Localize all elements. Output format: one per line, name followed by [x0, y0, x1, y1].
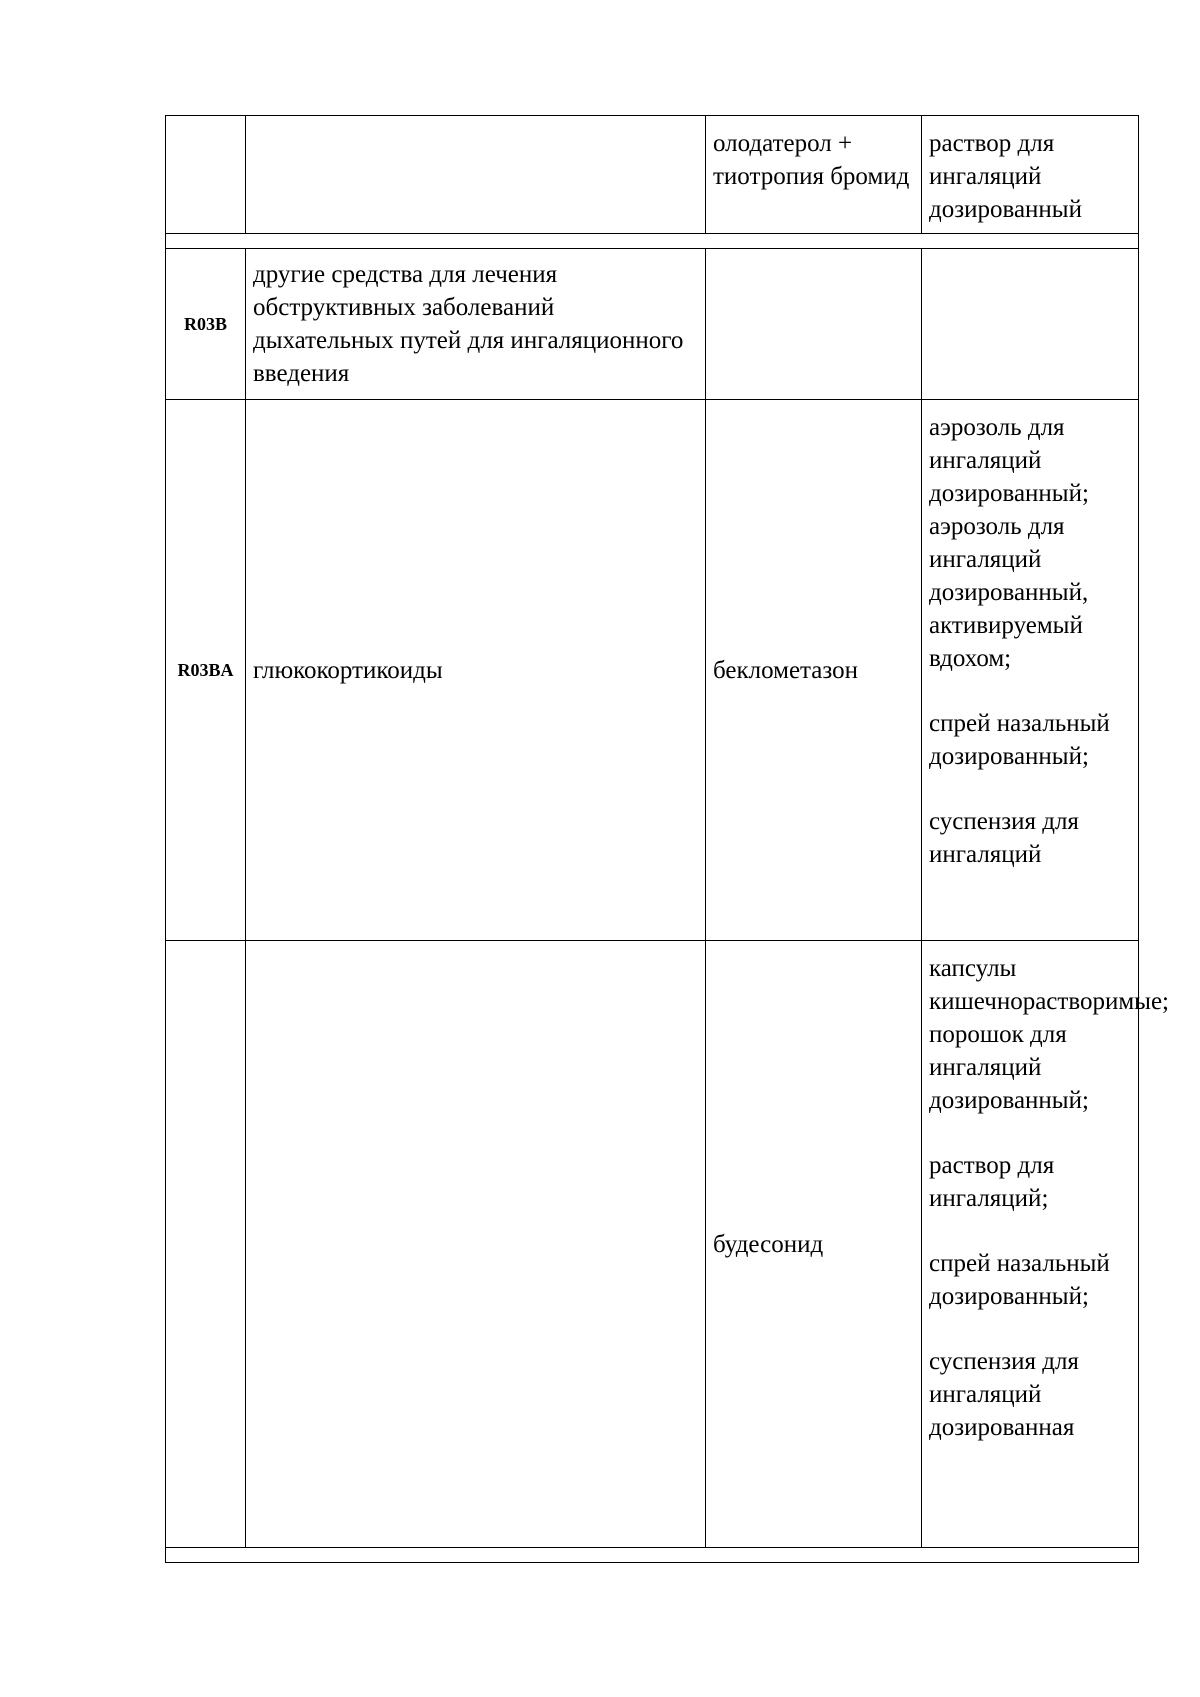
dosage-form-text: аэрозоль для ингаляций дозированный;: [929, 414, 1089, 507]
dosage-form-group: [929, 411, 1131, 675]
pharmacological-group-cell: [246, 941, 706, 1548]
drug-name-cell: олодатерол + тиотропия бромид: [706, 116, 922, 234]
dosage-form-group: [929, 1149, 1131, 1215]
table-row: [166, 249, 1139, 400]
table-spacer-row: [166, 1548, 1139, 1563]
atc-code-cell: R03BA: [166, 400, 246, 941]
dosage-form-group: [929, 707, 1131, 773]
dosage-form-text: капсулы кишечнорастворимые;: [929, 955, 1169, 1015]
dosage-form-text: аэрозоль для ингаляций дозированный, активируемый вдохом;: [929, 513, 1089, 672]
dosage-form-cell: [922, 941, 1169, 1548]
dosage-form-text: раствор для ингаляций дозированный: [929, 130, 1082, 223]
dosage-form-text: спрей назальный дозированный;: [929, 1250, 1110, 1310]
drug-name-cell: беклометазон: [706, 400, 922, 941]
spacer-cell: [166, 1548, 1139, 1563]
drug-name-cell: будесонид: [706, 941, 922, 1548]
table-row: [166, 400, 1139, 941]
dosage-form-group: [929, 1247, 1131, 1313]
dosage-form-cell: [922, 249, 1139, 400]
dosage-form-group: [929, 1345, 1131, 1444]
atc-code-cell: [166, 116, 246, 234]
table-row: [166, 116, 1139, 234]
dosage-form-text: суспензия для ингаляций: [929, 808, 1079, 868]
dosage-form-cell: [922, 116, 1139, 234]
pharmacological-group-cell: [246, 116, 706, 234]
dosage-form-group: [929, 952, 1169, 1117]
atc-code-cell: R03B: [166, 249, 246, 400]
drug-name-cell: [706, 249, 922, 400]
dosage-form-cell: [922, 400, 1139, 941]
pharmacological-group-cell: другие средства для лечения обструктивных заболеваний дыхательных путей для ингаляционного введения: [246, 249, 706, 400]
drug-table: [165, 115, 1169, 1563]
pharmacological-group-cell: глюкокортикоиды: [246, 400, 706, 941]
table-spacer-row: [166, 234, 1139, 249]
table-row: [166, 941, 1139, 1548]
spacer-cell: [166, 234, 1139, 249]
dosage-form-group: [929, 805, 1131, 871]
dosage-form-text: суспензия для ингаляций дозированная: [929, 1348, 1079, 1441]
dosage-form-text: порошок для ингаляций дозированный;: [929, 1021, 1089, 1114]
dosage-form-text: раствор для ингаляций;: [929, 1152, 1055, 1212]
atc-code-cell: [166, 941, 246, 1548]
dosage-form-text: спрей назальный дозированный;: [929, 710, 1110, 770]
dosage-form-group: [929, 127, 1131, 226]
